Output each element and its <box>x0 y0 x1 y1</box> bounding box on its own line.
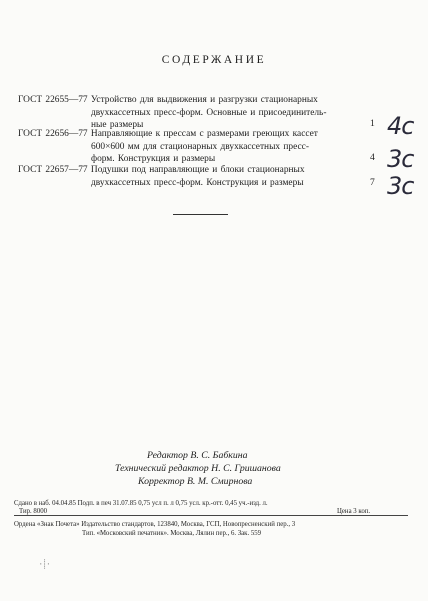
handwritten-note: 3с <box>387 145 414 173</box>
section-divider <box>173 214 228 215</box>
handwritten-note: 3с <box>387 172 414 200</box>
imprint-line: Сдано в наб. 04.04.85 Подп. в печ 31.07.85 0,75 усл п. л 0,75 усл. кр.-отт. 0,45 уч.-изд. л. <box>14 500 268 507</box>
page-title: СОДЕРЖАНИЕ <box>161 54 267 66</box>
editor-credit: Редактор В. С. Бабкина <box>147 450 248 461</box>
toc-entry-line: ГОСТ 22656—77 Направляющие к прессам с размерами греющих кассет <box>18 129 318 139</box>
handwritten-note: 4с <box>387 112 414 140</box>
imprint-line: Ордена «Знак Почета» Издательство стандартов, 123840, Москва, ГСП, Новопресненский пер., 3 <box>14 521 296 528</box>
imprint-line: Тир. 8000 <box>19 508 48 515</box>
toc-entry-line: ГОСТ 22657—77 Подушки под направляющие и блоки стационарных <box>18 165 305 175</box>
toc-entry-line: 600×600 мм для стационарных двухкассетных пресс- <box>91 141 309 152</box>
toc-entry-line: ные размеры <box>91 120 144 130</box>
imprint-divider <box>14 515 408 516</box>
toc-entry <box>18 128 370 166</box>
tech-editor-credit: Технический редактор Н. С. Гришанова <box>115 463 281 474</box>
corrector-credit: Корректор В. М. Смирнова <box>138 476 253 487</box>
imprint-price: Цена 3 коп. <box>337 508 371 515</box>
imprint-line: Тип. «Московский печатник». Москва, Лялин пер., 6. Зак. 559 <box>82 530 262 537</box>
paper-smudge: ·⸽· <box>38 560 52 570</box>
toc-page-number: 4 <box>370 152 375 163</box>
toc-page-number: 7 <box>370 177 375 188</box>
toc-entry-line: двухкассетных пресс-форм. Конструкция и размеры <box>91 177 304 188</box>
toc-entry-line: двухкассетных пресс-форм. Основные и присоединитель- <box>91 107 327 118</box>
toc-page-number: 1 <box>370 118 375 129</box>
toc-entry <box>18 94 370 132</box>
toc-entry-line: ГОСТ 22655—77 Устройство для выдвижения и разгрузки стационарных <box>18 95 318 105</box>
toc-entry-line: форм. Конструкция и размеры <box>91 154 216 164</box>
toc-entry <box>18 164 370 189</box>
